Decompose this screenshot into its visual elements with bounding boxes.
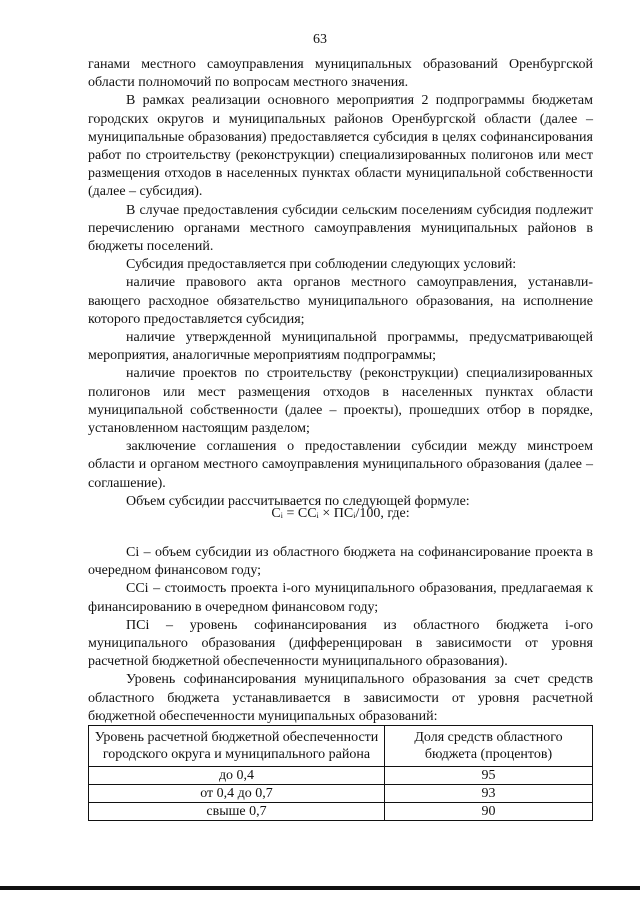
definition: ПСi – уровень софинансирования из областного бюджета i-ого муниципального образования (дифференцирован в зависимости от уровня расчетной бюджетной обеспеченности муниципального образования). <box>88 617 593 670</box>
paragraph: В случае предоставления субсидии сельским поселениям субсидия подлежит перечислению органами местного самоуправления муниципальных районов в бюджеты поселений. <box>88 202 593 255</box>
paragraph: наличие утвержденной муниципальной программы, предусматривающей мероприятия, аналогичные мероприятиям подпрограммы; <box>88 330 593 364</box>
cofinancing-table <box>88 725 593 821</box>
paragraph: заключение соглашения о предоставлении субсидии между минстроем области и органом местного самоуправления муниципального образования (далее – соглашение). <box>88 439 593 491</box>
paragraph: наличие проектов по строительству (реконструкции) специализированных полигонов или мест размещения отходов в населенных пунктах области муниципальной собственности (далее – проекты), прошедших отбор в порядке, установленном настоящим разделом; <box>88 366 593 437</box>
page-number: 63 <box>313 32 327 47</box>
table-row <box>89 785 593 803</box>
paragraph: ганами местного самоуправления муниципальных образований Оренбургской области полномочий по вопросам местного значения. <box>88 57 593 91</box>
paragraph: Объем субсидии рассчитывается по следующей формуле: <box>126 493 470 509</box>
bottom-rule <box>0 886 640 890</box>
table-cell-level: до 0,4 <box>89 767 385 785</box>
table-cell-level: свыше 0,7 <box>89 803 385 821</box>
paragraph: Субсидия предоставляется при соблюдении следующих условий: <box>126 257 517 273</box>
table-header-share: Доля средств областного бюджета (процентов) <box>385 726 593 767</box>
definition: Уровень софинансирования муниципального образования за счет средств областного бюджета устанавливается в зависимости от уровня расчетной бюджетной обеспеченности муниципальных образований: <box>88 672 593 724</box>
definition: Сi – объем субсидии из областного бюджета на софинансирование проекта в очередном финансовом году; <box>88 545 593 579</box>
paragraph: В рамках реализации основного мероприятия 2 подпрограммы бюджетам городских округов и муниципальных районов Оренбургской области (далее – муниципальные образования) предоставляется субсидия в целях софинансирования работ по строительству (реконструкции) специализированных полигонов или мест размещения отходов в населенных пунктах области муниципальной собственности (далее – субсидия). <box>88 93 593 200</box>
table-cell-share: 95 <box>385 767 593 785</box>
table-header-row <box>89 726 593 767</box>
table-row <box>89 767 593 785</box>
table-header-level: Уровень расчетной бюджетной обеспеченности городского округа и муниципального района <box>89 726 385 767</box>
table-cell-share: 93 <box>385 785 593 803</box>
table-cell-level: от 0,4 до 0,7 <box>89 785 385 803</box>
paragraph: наличие правового акта органов местного самоуправления, устанавливающего расходное обязательство муниципального образования, на исполнение которого предоставляется субсидия; <box>88 275 593 327</box>
table-cell-share: 90 <box>385 803 593 821</box>
formula: Сᵢ = ССᵢ × ПСᵢ/100, где: <box>271 506 410 521</box>
body-text <box>88 56 593 511</box>
definition: ССi – стоимость проекта i-ого муниципального образования, предлагаемая к финансированию в очередном финансовом году; <box>88 581 593 615</box>
table-row <box>89 803 593 821</box>
definitions-text <box>88 544 593 726</box>
